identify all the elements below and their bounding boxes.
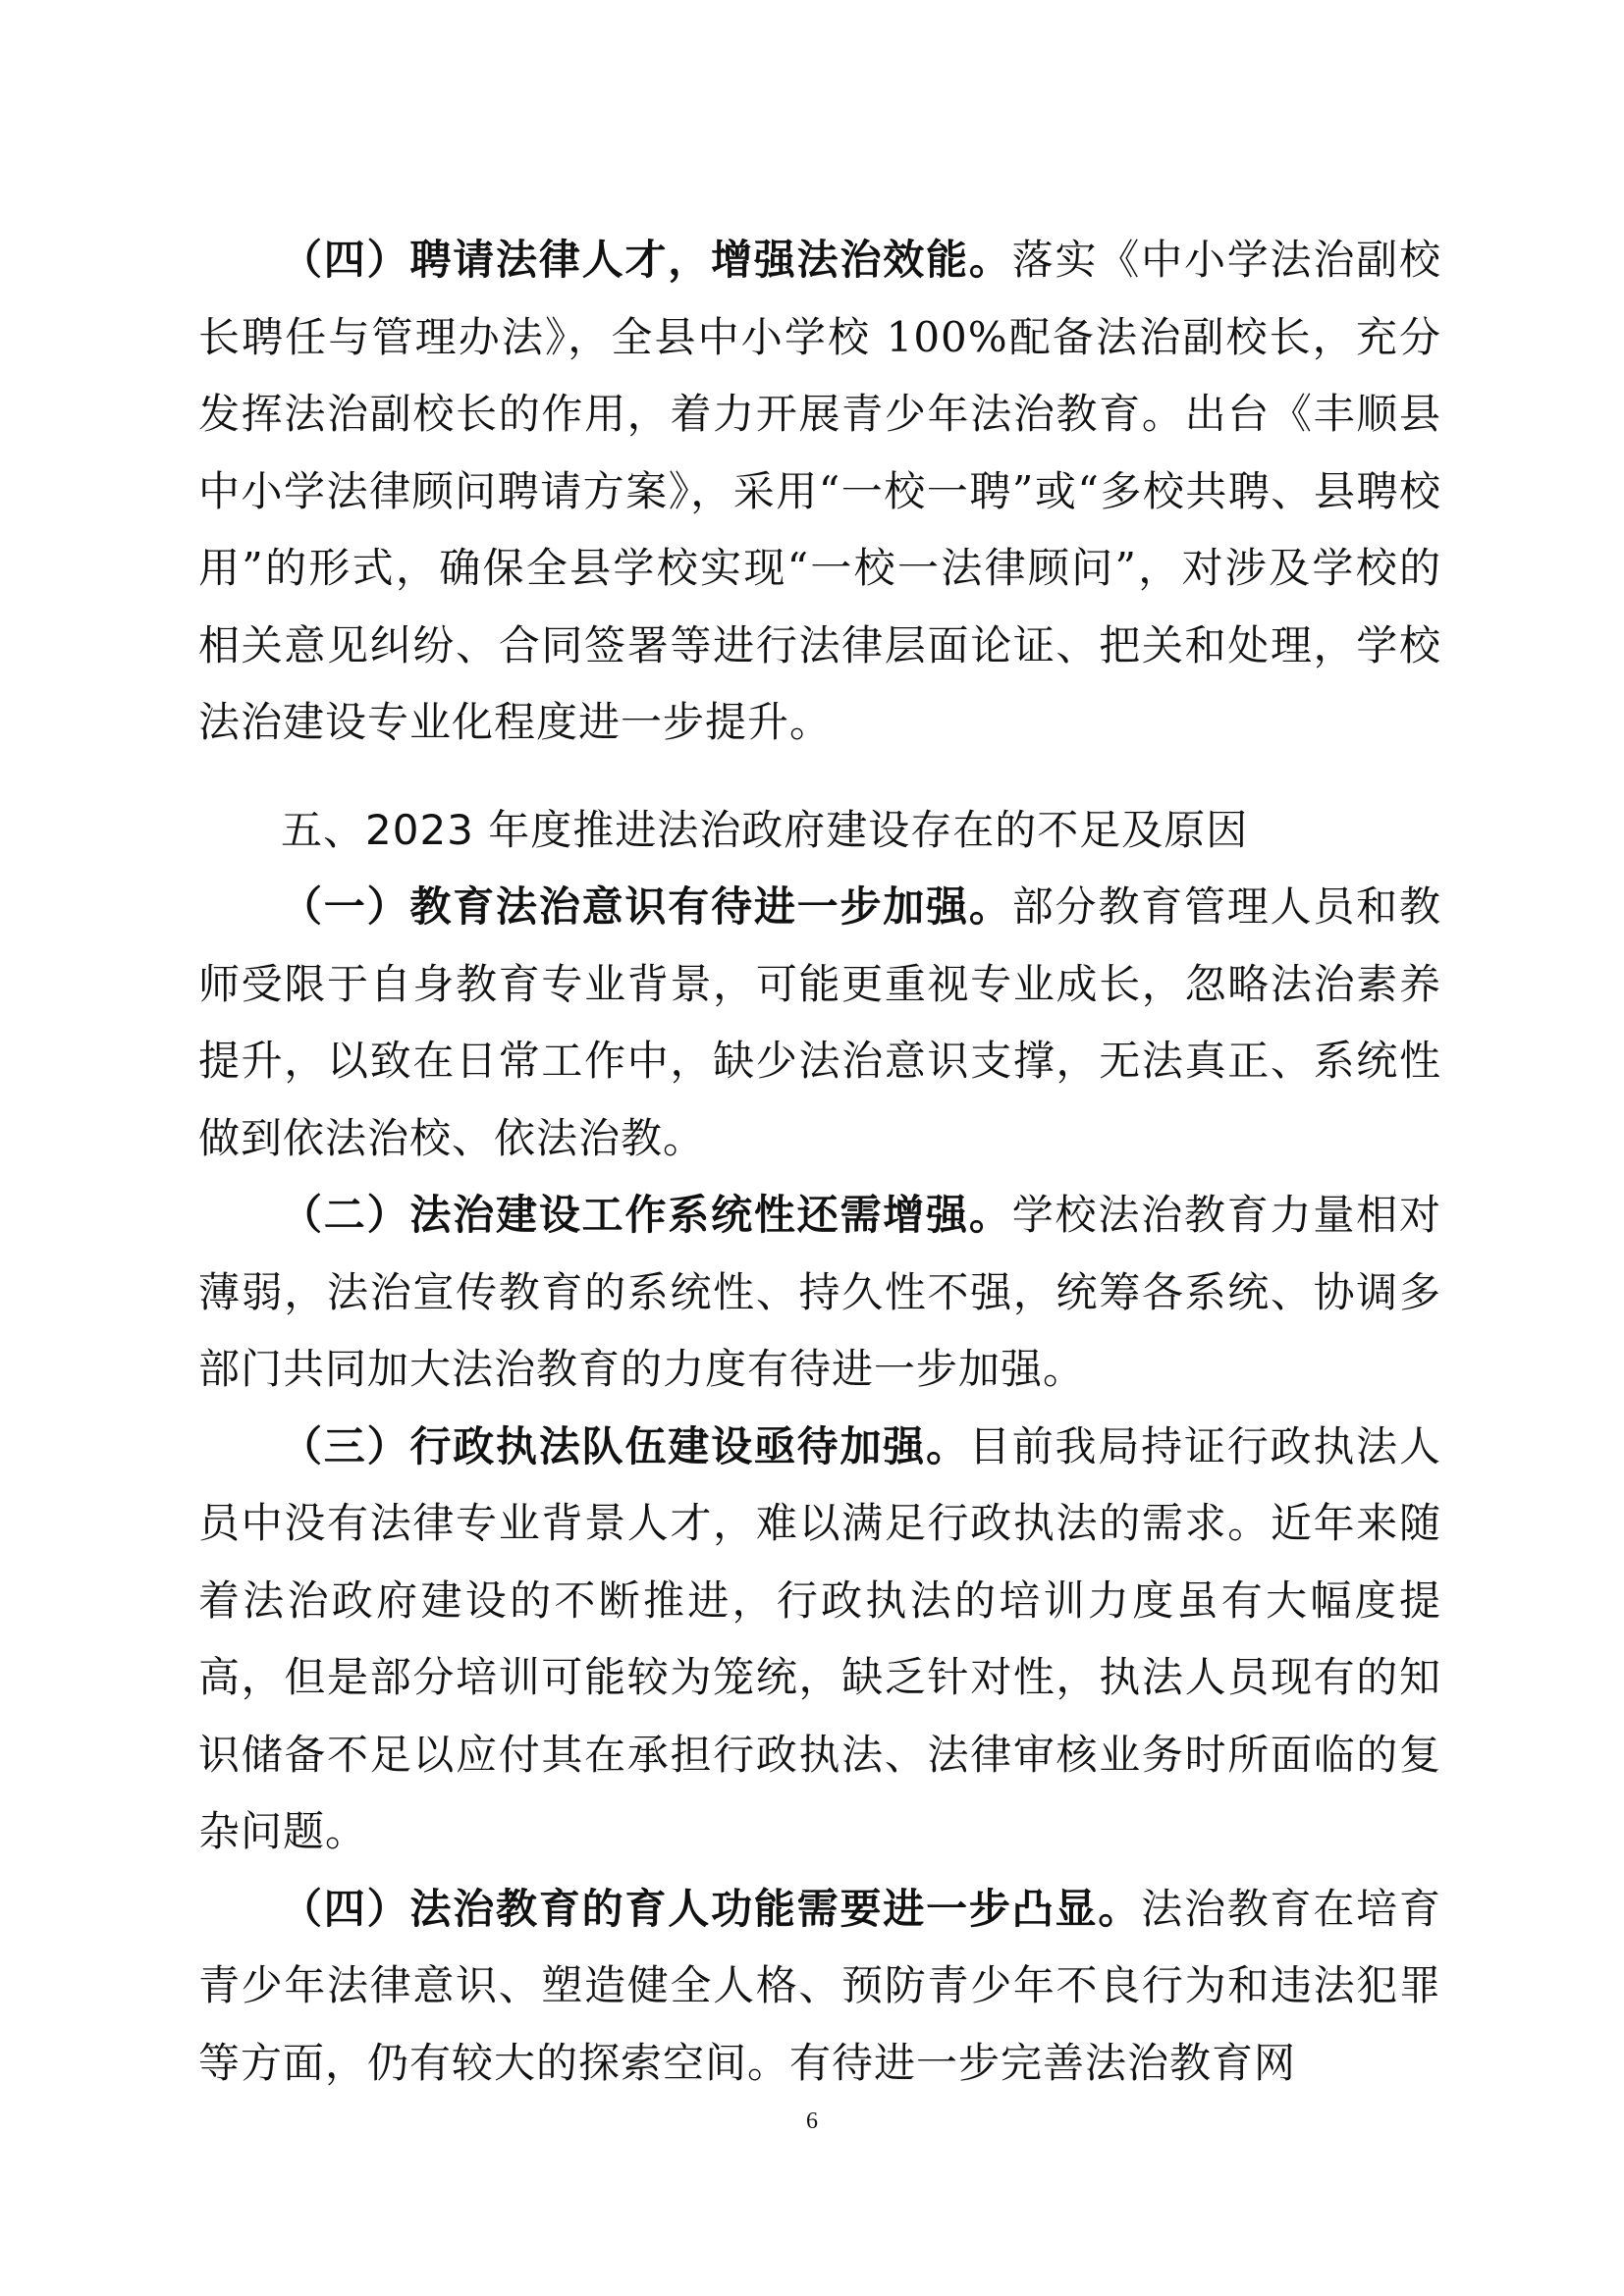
paragraph-systematic <box>198 1177 1441 1409</box>
paragraph-awareness <box>198 869 1441 1177</box>
paragraph-body: 落实《中小学法治副校长聘任与管理办法》，全县中小学校 100%配备法治副校长，充分发挥法治副校长的作用，着力开展青少年法治教育。出台《丰顺县中小学法律顾问聘请方案》，采用“一校一聘”或“多校共聘、县聘校用”的形式，确保全县学校实现“一校一法律顾问”，对涉及学校的相关意见纠纷、合同签署等进行法律层面论证、把关和处理，学校法治建设专业化程度进一步提升。 <box>198 236 1441 746</box>
paragraph-body: 学校法治教育力量相对薄弱，法治宣传教育的系统性、持久性不强，统筹各系统、协调多部门共同加大法治教育的力度有待进一步加强。 <box>198 1191 1441 1393</box>
paragraph-lead: （一）教育法治意识有待进一步加强。 <box>281 882 1012 931</box>
paragraph-lead: （四）法治教育的育人功能需要进一步凸显。 <box>281 1884 1142 1933</box>
paragraph-legal-talent <box>198 222 1441 762</box>
paragraph-education-function <box>198 1871 1441 2103</box>
document-page <box>198 222 1441 2102</box>
paragraph-body: 目前我局持证行政执法人员中没有法律专业背景人才，难以满足行政执法的需求。近年来随着法治政府建设的不断推进，行政执法的培训力度虽有大幅度提高，但是部分培训可能较为笼统，缺乏针对性，执法人员现有的知识储备不足以应付其在承担行政执法、法律审核业务时所面临的复杂问题。 <box>198 1421 1441 1855</box>
paragraph-lead: （二）法治建设工作系统性还需增强。 <box>281 1191 1012 1239</box>
paragraph-lead: （三）行政执法队伍建设亟待加强。 <box>281 1421 969 1470</box>
paragraph-body: 部分教育管理人员和教师受限于自身教育专业背景，可能更重视专业成长，忽略法治素养提升，以致在日常工作中，缺少法治意识支撑，无法真正、系统性做到依法治校、依法治教。 <box>198 882 1441 1162</box>
page-number: 6 <box>806 2109 818 2134</box>
paragraph-enforcement-team <box>198 1409 1441 1871</box>
paragraph-body: 法治教育在培育青少年法律意识、塑造健全人格、预防青少年不良行为和违法犯罪等方面，仍有较大的探索空间。有待进一步完善法治教育网 <box>198 1884 1441 2087</box>
section-heading: 五、2023 年度推进法治政府建设存在的不足及原因 <box>281 805 1249 854</box>
paragraph-lead: （四）聘请法律人才，增强法治效能。 <box>281 236 1012 284</box>
